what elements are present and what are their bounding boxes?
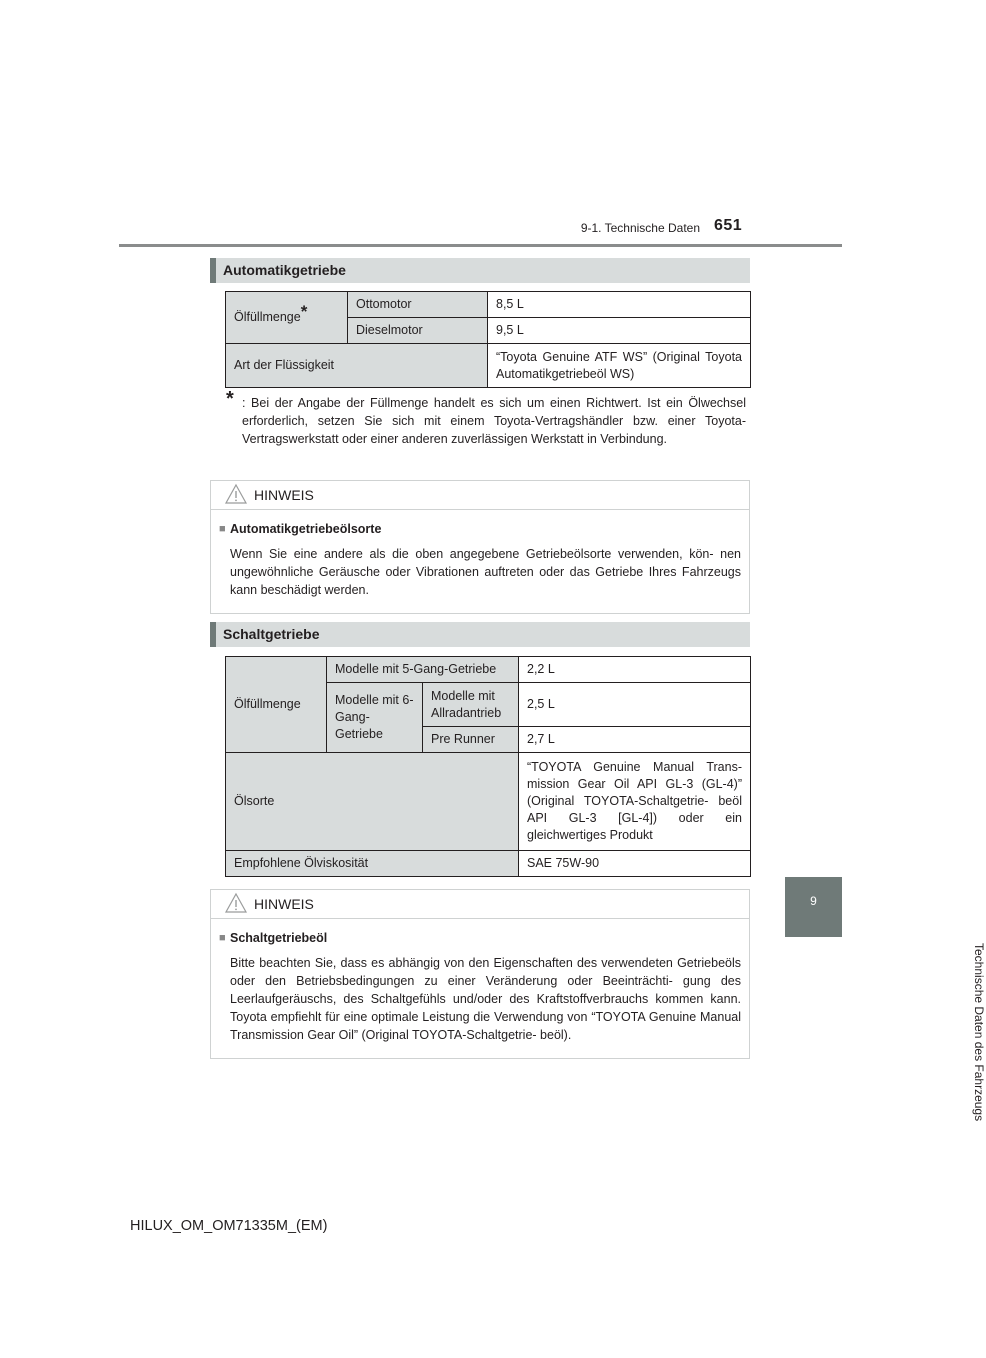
- warning-triangle-icon: [225, 893, 247, 913]
- oil-capacity-label: Ölfüllmenge: [226, 657, 327, 753]
- section-heading-automatic: [210, 258, 750, 283]
- six-speed-label: Modelle mit 6-Gang- Getriebe: [327, 683, 423, 753]
- notice-box: [210, 480, 750, 614]
- notice-label: HINWEIS: [254, 896, 314, 912]
- notice-text: Wenn Sie eine andere als die oben angegebene Getriebeölsorte verwenden, kön- nen ungewöhnliche Geräusche oder Vibrationen auftreten oder das Getriebe Ihres Fahrzeugs kann beschädigt werden.: [230, 547, 741, 597]
- square-bullet-icon: ■: [219, 523, 226, 535]
- oil-type-value: “TOYOTA Genuine Manual Trans- mission Gear Oil API GL-3 (GL-4)” (Original TOYOTA-Schaltgetrie- beöl API GL-3 [GL-4]) oder ein gleichwertiges Produkt: [519, 753, 751, 851]
- section-heading-bar: [210, 258, 216, 283]
- notice-box: [210, 889, 750, 1059]
- section-title: Automatikgetriebe: [223, 262, 346, 278]
- footnote-text: : Bei der Angabe der Füllmenge handelt es sich um einen Richtwert. Ist ein Ölwechsel erforderlich, setzen Sie sich mit einem Toyota-Vertragshändler bzw. einer Toyota-Vertragswerkstatt oder einer anderen zuverlässigen Werkstatt in Verbindung.: [242, 396, 746, 446]
- fluid-type-label: Art der Flüssigkeit: [226, 344, 488, 388]
- notice-body: [211, 510, 749, 613]
- oil-type-label: Ölsorte: [226, 753, 519, 851]
- header-section-title: 9-1. Technische Daten: [580, 221, 700, 235]
- footnote-star: *: [226, 388, 234, 410]
- engine-cell: Dieselmotor: [348, 318, 488, 344]
- page-number: 651: [714, 217, 743, 234]
- footnote: [226, 388, 746, 448]
- five-speed-label: Modelle mit 5-Gang-Getriebe: [327, 657, 519, 683]
- variant-cell: Modelle mit Allradantrieb: [423, 683, 519, 727]
- capacity-value: 2,2 L: [519, 657, 751, 683]
- section-heading-bar: [210, 622, 216, 647]
- chapter-number: 9: [810, 894, 817, 908]
- manual-spec-table: [225, 656, 751, 877]
- section-heading-manual: [210, 622, 750, 647]
- footer-doc-code: HILUX_OM_OM71335M_(EM): [130, 1218, 328, 1234]
- square-bullet-icon: ■: [219, 932, 226, 944]
- chapter-tab: [785, 877, 842, 937]
- engine-cell: Ottomotor: [348, 292, 488, 318]
- capacity-value: 8,5 L: [488, 292, 751, 318]
- notice-subtitle: [219, 522, 741, 536]
- viscosity-label: Empfohlene Ölviskosität: [226, 851, 519, 877]
- automatic-spec-table: [225, 291, 751, 388]
- chapter-caption: [786, 943, 986, 1143]
- notice-body: [211, 919, 749, 1058]
- notice-label: HINWEIS: [254, 487, 314, 503]
- warning-triangle-icon: [225, 484, 247, 504]
- footnote-marker: *: [300, 302, 308, 321]
- capacity-value: 2,5 L: [519, 683, 751, 727]
- notice-header: [211, 890, 749, 919]
- notice-subtitle: [219, 931, 741, 945]
- fluid-type-value: “Toyota Genuine ATF WS” (Original Toyota Automatikgetriebeöl WS): [488, 344, 751, 388]
- notice-text: Bitte beachten Sie, dass es abhängig von den Eigenschaften des verwendeten Getriebeöls oder den Betriebsbedingungen zu einer Veränderung oder Beeinträchti- gung des Leerlaufgeräuschs, des Schaltgefühls und/oder des Kraftstoffverbrauchs kommen kann. Toyota empfiehlt für eine optimale Leistung die Verwendung von “TOYOTA Genuine Manual Transmission Gear Oil” (Original TOYOTA-Schaltgetrie- beöl).: [230, 956, 741, 1042]
- viscosity-value: SAE 75W-90: [519, 851, 751, 877]
- oil-capacity-label: Ölfüllmenge: [234, 310, 301, 324]
- chapter-title: Technische Daten des Fahrzeugs: [972, 943, 986, 1122]
- oil-capacity-label-cell: [226, 292, 348, 344]
- header-rule: [119, 244, 842, 247]
- notice-subtitle-text: Schaltgetriebeöl: [230, 931, 328, 945]
- capacity-value: 2,7 L: [519, 727, 751, 753]
- notice-header: [211, 481, 749, 510]
- notice-subtitle-text: Automatikgetriebeölsorte: [230, 522, 382, 536]
- variant-cell: Pre Runner: [423, 727, 519, 753]
- section-title: Schaltgetriebe: [223, 626, 320, 642]
- capacity-value: 9,5 L: [488, 318, 751, 344]
